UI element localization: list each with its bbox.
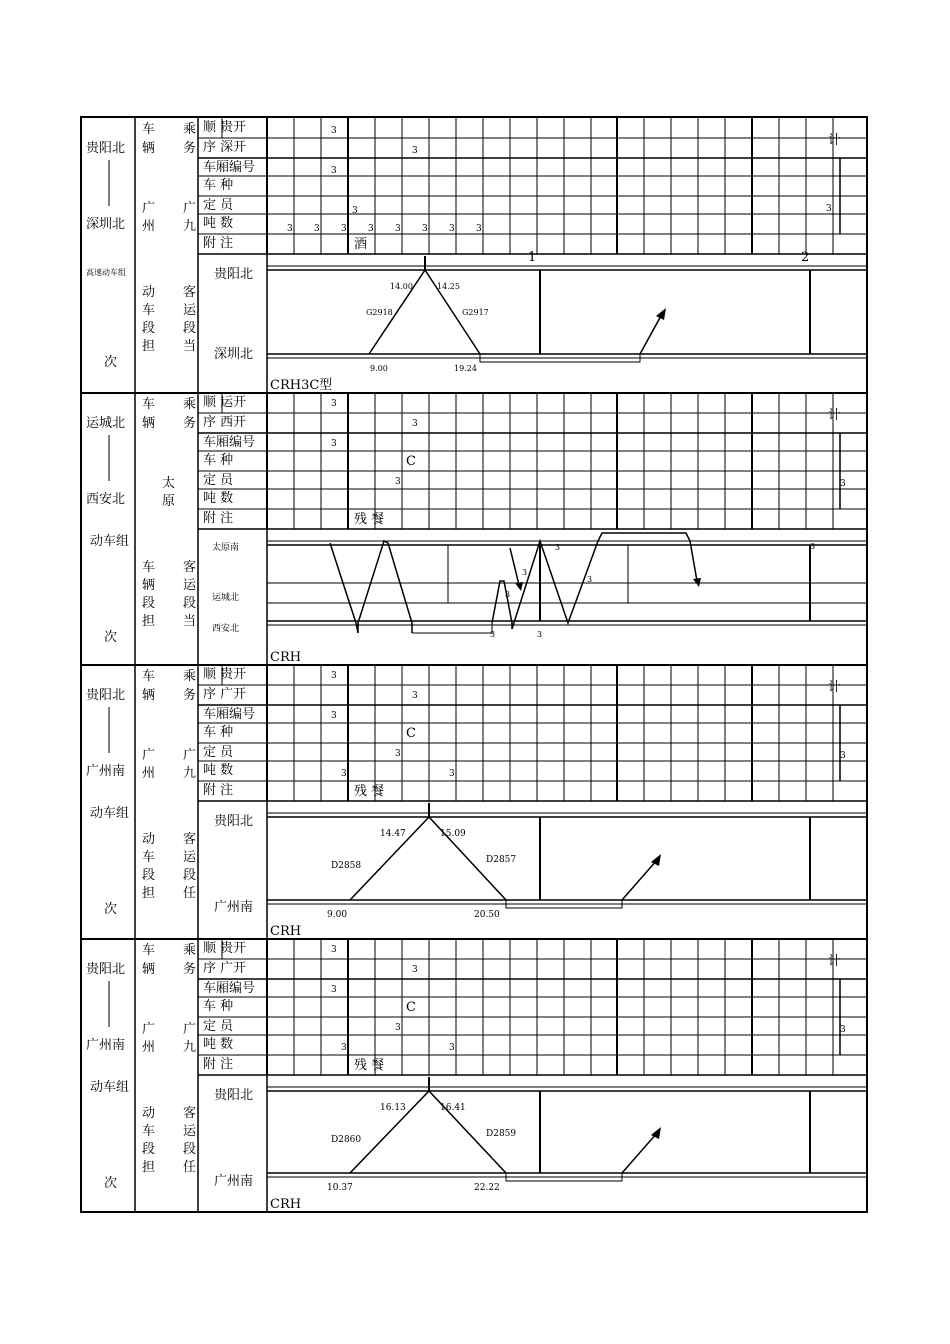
- dept-label: 辆: [142, 578, 156, 593]
- row-label: 车厢编号: [203, 160, 256, 175]
- row-label: 车厢编号: [203, 707, 256, 722]
- dept-label: 段: [142, 596, 156, 611]
- dept-label: 客: [183, 560, 197, 575]
- dept-label: 车: [142, 943, 156, 958]
- dept-label: 客: [183, 832, 197, 847]
- dept-label: 辆: [142, 962, 156, 977]
- station-mid: 运城北: [212, 593, 240, 603]
- dept-label: 当: [183, 614, 197, 629]
- dept-label: 段: [183, 1142, 197, 1157]
- dept-label: 担: [142, 614, 156, 629]
- count-label: 计: [828, 133, 842, 148]
- route-origin: 贵阳北: [86, 141, 126, 156]
- row-label: 序 深开: [203, 140, 247, 155]
- dept-label: 担: [142, 339, 156, 354]
- grid-mark: 3: [449, 224, 455, 234]
- station-bottom: 广州南: [214, 900, 254, 915]
- grid-mark: 3: [352, 206, 358, 216]
- train-number-outbound: G2918: [366, 308, 393, 317]
- dept-label: 太: [162, 476, 176, 491]
- dept-label: 客: [183, 285, 197, 300]
- schedule-block: [82, 393, 866, 666]
- departure-time: 9.00: [327, 910, 348, 920]
- dept-label: 运: [183, 1124, 197, 1139]
- grid-mark: 3: [341, 769, 347, 779]
- train-type-note: 动车组: [90, 1080, 130, 1095]
- row-label: 附 注: [203, 236, 234, 251]
- turnaround-arrival-time: 14.00: [390, 282, 413, 291]
- dept-label: 客: [183, 1106, 197, 1121]
- grid-mark: 酒: [354, 237, 368, 252]
- row-label: 吨 数: [203, 491, 234, 506]
- grid-mark: 3: [331, 126, 337, 136]
- grid-mark: 3: [412, 965, 418, 975]
- dept-label: 段: [142, 868, 156, 883]
- dept-label: 乘: [183, 669, 197, 684]
- dept-label: 广: [183, 748, 197, 763]
- dept-label: 州: [142, 219, 156, 234]
- train-type-note: 高速动车组: [86, 268, 126, 277]
- row-label: 顺 贵开: [203, 120, 247, 135]
- dept-label: 辆: [142, 416, 156, 431]
- dept-label: 乘: [183, 397, 197, 412]
- grid-mark: 3: [341, 1043, 347, 1053]
- car-type-label: CRH: [270, 1197, 302, 1212]
- dept-label: 辆: [142, 688, 156, 703]
- grid-mark: 3: [395, 749, 401, 759]
- grid-mark: 3: [449, 1043, 455, 1053]
- station-top: 贵阳北: [214, 267, 254, 282]
- diagram-mark: 3: [587, 575, 593, 584]
- grid-mark: 残 餐: [354, 1058, 385, 1073]
- grid-mark: 3: [395, 477, 401, 487]
- dept-label: 段: [183, 321, 197, 336]
- row-label: 附 注: [203, 783, 234, 798]
- turnaround-departure-time: 15.09: [440, 829, 466, 839]
- diagram-mark: 3: [505, 590, 511, 599]
- grid-mark: 3: [341, 224, 347, 234]
- route-origin: 贵阳北: [86, 688, 126, 703]
- row-label: 定 员: [203, 1019, 234, 1034]
- turnaround-arrival-time: 14.47: [380, 829, 406, 839]
- grid-mark: 3: [412, 691, 418, 701]
- dept-label: 务: [183, 688, 197, 703]
- turnaround-departure-time: 14.25: [437, 282, 460, 291]
- dept-label: 动: [142, 285, 156, 300]
- route-end-label: 次: [104, 902, 118, 917]
- dept-label: 务: [183, 141, 197, 156]
- grid-mark: 3: [395, 224, 401, 234]
- row-label: 车厢编号: [203, 981, 256, 996]
- dept-label: 动: [142, 832, 156, 847]
- dept-label: 广: [183, 1022, 197, 1037]
- dept-label: 广: [142, 748, 156, 763]
- station-bottom: 广州南: [214, 1174, 254, 1189]
- count-value: 3: [826, 204, 832, 214]
- row-label: 定 员: [203, 198, 234, 213]
- count-value: 3: [840, 751, 846, 761]
- dept-label: 广: [142, 201, 156, 216]
- arrival-time: 20.50: [474, 910, 500, 920]
- dept-label: 担: [142, 1160, 156, 1175]
- grid-mark: C: [406, 1000, 416, 1015]
- dept-label: 车: [142, 850, 156, 865]
- diagram-mark: 3: [555, 543, 561, 552]
- station-top: 贵阳北: [214, 814, 254, 829]
- row-label: 附 注: [203, 511, 234, 526]
- grid-mark: 3: [331, 985, 337, 995]
- turnaround-arrival-time: 16.13: [380, 1103, 406, 1113]
- count-label: 计: [828, 680, 842, 695]
- grid-mark: 残 餐: [354, 784, 385, 799]
- grid-mark: 残 餐: [354, 512, 385, 527]
- grid-mark: 3: [476, 224, 482, 234]
- dept-label: 广: [142, 1022, 156, 1037]
- route-end-label: 次: [104, 355, 118, 370]
- station-bottom: 西安北: [212, 624, 240, 634]
- car-type-label: CRH: [270, 650, 302, 665]
- departure-time: 10.37: [327, 1183, 353, 1193]
- grid-mark: C: [406, 454, 416, 469]
- row-label: 顺 贵开: [203, 941, 247, 956]
- dept-label: 车: [142, 122, 156, 137]
- arrival-time: 19.24: [454, 364, 477, 373]
- car-type-label: CRH: [270, 924, 302, 939]
- count-label: 计: [828, 408, 842, 423]
- dept-label: 段: [142, 321, 156, 336]
- row-label: 车 种: [203, 999, 234, 1014]
- grid-mark: 3: [449, 769, 455, 779]
- dept-label: 辆: [142, 141, 156, 156]
- dept-label: 担: [142, 886, 156, 901]
- diagram-mark: 3: [810, 542, 816, 551]
- row-label: 吨 数: [203, 216, 234, 231]
- grid-mark: 3: [412, 419, 418, 429]
- block-grid-lines: [82, 393, 866, 666]
- dept-label: 务: [183, 416, 197, 431]
- schedule-block: [82, 665, 866, 940]
- grid-mark: 3: [331, 166, 337, 176]
- grid-mark: 3: [331, 945, 337, 955]
- diagram-mark: 3: [537, 630, 543, 639]
- train-number-outbound: D2860: [331, 1135, 362, 1145]
- grid-mark: 3: [314, 224, 320, 234]
- train-number-outbound: D2858: [331, 861, 362, 871]
- train-type-note: 动车组: [90, 806, 130, 821]
- row-label: 序 西开: [203, 415, 247, 430]
- block-grid-lines: [82, 118, 866, 394]
- train-number-return: G2917: [462, 308, 489, 317]
- car-type-label: CRH3C型: [270, 378, 333, 393]
- row-label: 车 种: [203, 725, 234, 740]
- train-number-return: D2857: [486, 855, 517, 865]
- row-label: 车 种: [203, 453, 234, 468]
- dept-label: 乘: [183, 122, 197, 137]
- day-marker: 1: [528, 250, 537, 265]
- dept-label: 九: [183, 766, 197, 781]
- dept-label: 当: [183, 339, 197, 354]
- dept-label: 务: [183, 962, 197, 977]
- station-bottom: 深圳北: [214, 347, 254, 362]
- row-label: 序 广开: [203, 961, 247, 976]
- count-label: 计: [828, 954, 842, 969]
- dept-label: 段: [142, 1142, 156, 1157]
- row-label: 吨 数: [203, 1037, 234, 1052]
- grid-mark: C: [406, 726, 416, 741]
- route-destination: 深圳北: [86, 217, 126, 232]
- grid-mark: 3: [422, 224, 428, 234]
- count-value: 3: [840, 479, 846, 489]
- grid-mark: 3: [395, 1023, 401, 1033]
- dept-label: 任: [183, 1160, 197, 1175]
- row-label: 车 种: [203, 178, 234, 193]
- dept-label: 任: [183, 886, 197, 901]
- dept-label: 车: [142, 397, 156, 412]
- route-destination: 广州南: [86, 1038, 126, 1053]
- route-end-label: 次: [104, 1176, 118, 1191]
- dept-label: 车: [142, 303, 156, 318]
- arrival-time: 22.22: [474, 1183, 500, 1193]
- row-label: 定 员: [203, 745, 234, 760]
- block-grid-lines: [82, 665, 866, 940]
- dept-label: 运: [183, 850, 197, 865]
- station-top: 太原南: [212, 543, 240, 553]
- departure-time: 9.00: [370, 364, 388, 373]
- dept-label: 段: [183, 868, 197, 883]
- grid-mark: 3: [331, 439, 337, 449]
- count-value: 3: [840, 1025, 846, 1035]
- dept-label: 运: [183, 303, 197, 318]
- diagram-mark: 3: [490, 630, 496, 639]
- diagram-mark: 3: [522, 568, 528, 577]
- row-label: 附 注: [203, 1057, 234, 1072]
- dept-label: 车: [142, 1124, 156, 1139]
- grid-mark: 3: [331, 671, 337, 681]
- rolling-stock-schedule-sheet: [80, 116, 868, 1213]
- grid-mark: 3: [412, 146, 418, 156]
- row-label: 顺 运开: [203, 395, 247, 410]
- dept-label: 车: [142, 560, 156, 575]
- dept-label: 动: [142, 1106, 156, 1121]
- day-marker: 2: [801, 250, 810, 265]
- grid-mark: 3: [331, 711, 337, 721]
- train-type-note: 动车组: [90, 534, 130, 549]
- dept-label: 原: [162, 494, 176, 509]
- dept-label: 车: [142, 669, 156, 684]
- row-label: 定 员: [203, 473, 234, 488]
- route-origin: 贵阳北: [86, 962, 126, 977]
- dept-label: 运: [183, 578, 197, 593]
- dept-label: 九: [183, 219, 197, 234]
- row-label: 序 广开: [203, 687, 247, 702]
- row-label: 吨 数: [203, 763, 234, 778]
- grid-mark: 3: [331, 399, 337, 409]
- dept-label: 乘: [183, 943, 197, 958]
- route-origin: 运城北: [86, 416, 126, 431]
- schedule-block: [82, 118, 866, 394]
- station-top: 贵阳北: [214, 1088, 254, 1103]
- row-label: 车厢编号: [203, 435, 256, 450]
- dept-label: 九: [183, 1040, 197, 1055]
- route-destination: 广州南: [86, 764, 126, 779]
- route-end-label: 次: [104, 630, 118, 645]
- dept-label: 州: [142, 766, 156, 781]
- row-label: 顺 贵开: [203, 667, 247, 682]
- block-grid-lines: [82, 939, 866, 1213]
- grid-mark: 3: [287, 224, 293, 234]
- grid-mark: 3: [368, 224, 374, 234]
- train-number-return: D2859: [486, 1129, 517, 1139]
- route-destination: 西安北: [86, 492, 126, 507]
- turnaround-departure-time: 16.41: [440, 1103, 466, 1113]
- schedule-block: [82, 939, 866, 1213]
- dept-label: 州: [142, 1040, 156, 1055]
- dept-label: 广: [183, 201, 197, 216]
- dept-label: 段: [183, 596, 197, 611]
